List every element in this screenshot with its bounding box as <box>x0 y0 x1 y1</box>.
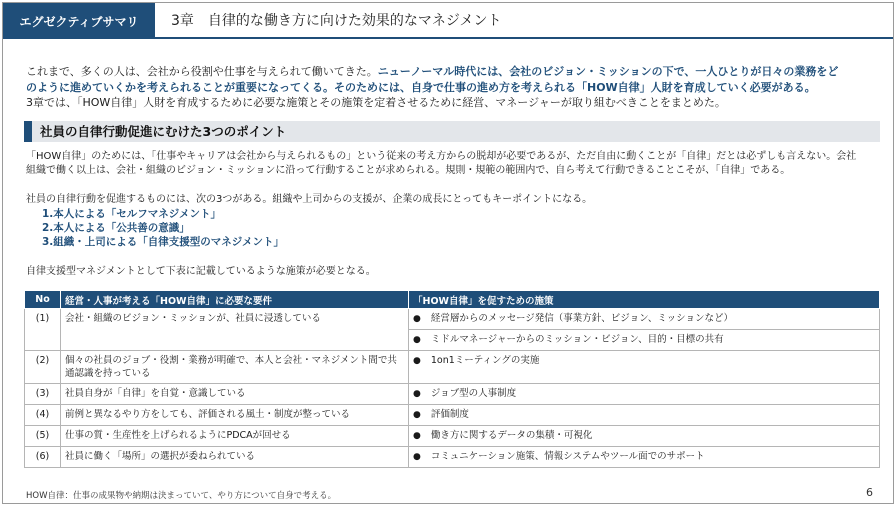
column-header-no: No <box>25 291 61 309</box>
table-row <box>25 426 880 447</box>
row-requirement: 個々の社員のジョブ・役割・業務が明確で、本人と会社・マネジメント間で共通認識を持っている <box>61 351 409 384</box>
table-row <box>25 351 880 384</box>
measure-text: 働き方に関するデータの集積・可視化 <box>430 430 593 441</box>
section-marker <box>24 121 32 142</box>
measure-text: 評価制度 <box>430 409 469 420</box>
point-item: 3.組織・上司による「自律支援型のマネジメント」 <box>42 236 284 248</box>
row-no: (1) <box>25 309 61 330</box>
row-no: (3) <box>25 384 61 405</box>
row-requirement: 仕事の質・生産性を上げられるようにPDCAが回せる <box>61 426 409 447</box>
row-measure <box>409 426 880 447</box>
column-header-measures: 「HOW自律」を促すための施策 <box>409 291 880 309</box>
page-title: 3章 自律的な働き方に向けた効果的なマネジメント <box>171 13 502 29</box>
row-requirement: 前例と異なるやり方をしても、評価される風土・制度が整っている <box>61 405 409 426</box>
slide-header <box>3 3 893 39</box>
bullet-icon: ● <box>413 335 421 345</box>
row-no-empty <box>25 330 61 351</box>
measures-table <box>24 290 880 468</box>
row-measure <box>409 330 880 351</box>
measure-text: 経営層からのメッセージ発信（事業方針、ビジョン、ミッションなど） <box>430 313 733 324</box>
intro-line-1a: これまで、多くの人は、会社から役割や仕事を与えられて働いてきた。 <box>26 65 378 78</box>
page-number: 6 <box>866 486 873 499</box>
intro-line-1 <box>26 64 876 80</box>
paragraph-line: 「HOW自律」のためには、「仕事やキャリアは会社から与えられるもの」という従来の考え方からの脱却が必要であるが、ただ自由に動くことが「自律」だとは必ずしも言えない。会社 <box>26 151 857 162</box>
paragraph-line: 組織で働く以上は、会社・組織のビジョン・ミッションに沿って行動することが求められる。規則・規範の範囲内で、自ら考えて行動できることこそが、「自律」である。 <box>26 165 791 176</box>
row-measure <box>409 405 880 426</box>
measure-text: コミュニケーション施策、情報システムやツール面でのサポート <box>430 451 705 462</box>
paragraph-table-intro: 自律支援型マネジメントとして下表に記載しているような施策が必要となる。 <box>26 266 376 277</box>
intro-line-2: のように進めていくかを考えられることが重要になってくる。そのためには、自身で仕事の進め方を考えられる「HOW自律」人財を育成していく必要がある。 <box>26 80 816 94</box>
table-header-row <box>25 291 880 309</box>
footnote: HOW自律：仕事の成果物や納期は決まっていて、やり方について自身で考える。 <box>26 491 337 501</box>
row-no: (6) <box>25 447 61 468</box>
bullet-icon: ● <box>413 431 421 441</box>
bullet-icon: ● <box>413 389 421 399</box>
row-measure <box>409 447 880 468</box>
table-row <box>25 309 880 330</box>
table-row <box>25 405 880 426</box>
row-measure <box>409 309 880 330</box>
bullet-icon: ● <box>413 314 421 324</box>
paragraph-how-autonomy <box>26 150 856 178</box>
row-no: (2) <box>25 351 61 384</box>
bullet-icon: ● <box>413 452 421 462</box>
bullet-icon: ● <box>413 410 421 420</box>
table-row <box>25 330 880 351</box>
row-requirement: 社員自身が「自律」を自覚・意識している <box>61 384 409 405</box>
point-item: 1.本人による「セルフマネジメント」 <box>42 208 221 220</box>
section-title: 社員の自律行動促進にむけた3つのポイント <box>40 124 287 139</box>
row-no: (4) <box>25 405 61 426</box>
row-measure <box>409 384 880 405</box>
intro-text <box>26 64 876 111</box>
measure-text: ミドルマネージャーからのミッション・ビジョン、目的・目標の共有 <box>430 334 724 345</box>
row-measure <box>409 351 880 384</box>
intro-line-3: 3章では、「HOW自律」人財を育成するために必要な施策とその施策を定着させるために経営、マネージャーが取り組むべきことをまとめた。 <box>26 96 726 109</box>
measure-text: ジョブ型の人事制度 <box>430 388 517 399</box>
measure-text: 1on1ミーティングの実施 <box>430 355 540 366</box>
row-no: (5) <box>25 426 61 447</box>
row-requirement: 社員に働く「場所」の選択が委ねられている <box>61 447 409 468</box>
column-header-requirement: 経営・人事が考える「HOW自律」に必要な要件 <box>61 291 409 309</box>
points-list <box>42 207 284 249</box>
table-row <box>25 447 880 468</box>
bullet-icon: ● <box>413 356 421 366</box>
intro-line-1b: ニューノーマル時代には、会社のビジョン・ミッションの下で、一人ひとりが日々の業務をど <box>377 65 839 78</box>
section-heading <box>24 121 880 142</box>
table-row <box>25 384 880 405</box>
row-requirement-empty <box>61 330 409 351</box>
header-tag: エグゼクティブサマリ <box>3 3 155 39</box>
paragraph-three-points: 社員の自律行動を促進するものには、次の3つがある。組織や上司からの支援が、企業の成長にとってもキーポイントになる。 <box>26 194 593 205</box>
row-requirement: 会社・組織のビジョン・ミッションが、社員に浸透している <box>61 309 409 330</box>
point-item: 2.本人による「公共善の意識」 <box>42 222 190 234</box>
